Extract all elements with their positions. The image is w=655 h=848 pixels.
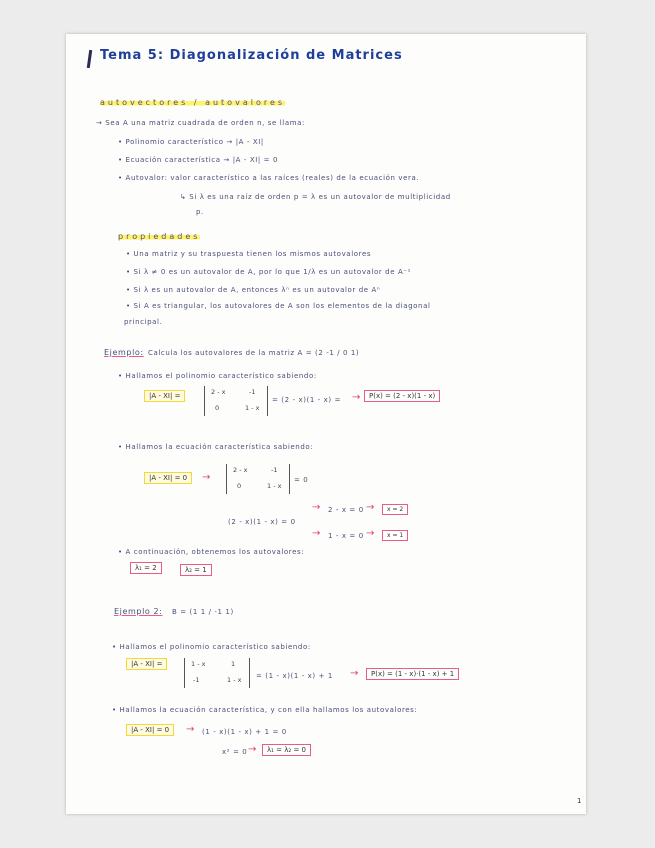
prop-4: • Si A es triangular, los autovalores de A son los elementos de la diagonal bbox=[126, 302, 431, 310]
arrow-icon: → bbox=[366, 502, 375, 513]
arrow-icon: → bbox=[312, 502, 321, 513]
def-line-5: ↳ Si λ es una raíz de orden p = λ es un autovalor de multiplicidad bbox=[180, 193, 451, 201]
example1-step1: • Hallamos el polinomio característico sabiendo: bbox=[118, 372, 317, 380]
matrix-cell: 2 - x bbox=[233, 466, 248, 474]
prop-3: • Si λ es un autovalor de A, entonces λⁿ es un autovalor de Aⁿ bbox=[126, 286, 381, 294]
arrow-icon: → bbox=[366, 528, 375, 539]
matrix-cell: 2 - x bbox=[211, 388, 226, 396]
matrix-cell: 1 - x bbox=[227, 676, 242, 684]
matrix-cell: -1 bbox=[249, 388, 256, 396]
arrow-icon: → bbox=[248, 744, 257, 755]
arrow-icon: → bbox=[186, 724, 195, 735]
example1-eq1: = (2 - x)(1 - x) = bbox=[272, 396, 342, 404]
page-number: 1 bbox=[577, 797, 582, 805]
example2-box2: |A - XI| = 0 bbox=[126, 724, 174, 736]
matrix-cell: 1 bbox=[231, 660, 236, 668]
section-propiedades: propiedades bbox=[118, 232, 201, 241]
example1-heading: Ejemplo: bbox=[104, 348, 144, 357]
example2-step1: • Hallamos el polinomio característico sabiendo: bbox=[112, 643, 311, 651]
example2-result1: P(x) = (1 - x)·(1 - x) + 1 bbox=[366, 668, 459, 680]
prop-4b: principal. bbox=[124, 318, 163, 326]
example1-step2: • Hallamos la ecuación característica sabiendo: bbox=[118, 443, 314, 451]
example1-box2: |A - XI| = 0 bbox=[144, 472, 192, 484]
arrow-icon: → bbox=[312, 528, 321, 539]
arrow-icon: → bbox=[350, 668, 359, 679]
example2-text: B = (1 1 / -1 1) bbox=[172, 608, 234, 616]
def-line-2: • Polinomio característico → |A - XI| bbox=[118, 138, 264, 146]
example1-root2-result: x = 1 bbox=[382, 530, 408, 541]
notebook-page bbox=[66, 34, 586, 814]
def-line-5b: p. bbox=[196, 208, 204, 216]
arrow-icon: → bbox=[202, 472, 211, 483]
example1-lambda2: λ₂ = 1 bbox=[180, 564, 212, 576]
def-line-4: • Autovalor: valor característico a las raíces (reales) de la ecuación vera. bbox=[118, 174, 420, 182]
example1-step3: • A continuación, obtenemos los autovalores: bbox=[118, 548, 305, 556]
matrix-cell: 0 bbox=[215, 404, 220, 412]
example1-box1: |A - XI| = bbox=[144, 390, 185, 402]
example1-root2: 1 - x = 0 bbox=[328, 532, 364, 540]
example1-result1: P(x) = (2 - x)(1 - x) bbox=[364, 390, 440, 402]
example2-matrix1 bbox=[184, 658, 250, 688]
example1-matrix2 bbox=[226, 464, 290, 494]
matrix-cell: 1 - x bbox=[245, 404, 260, 412]
example1-root1: 2 - x = 0 bbox=[328, 506, 364, 514]
example1-eq3: (2 - x)(1 - x) = 0 bbox=[228, 518, 296, 526]
def-line-1: → Sea A una matriz cuadrada de orden n, se llama: bbox=[96, 119, 306, 127]
def-line-3: • Ecuación característica → |A - XI| = 0 bbox=[118, 156, 279, 164]
matrix-cell: 0 bbox=[237, 482, 242, 490]
example2-eq3: x² = 0 bbox=[222, 748, 248, 756]
example2-step2: • Hallamos la ecuación característica, y con ella hallamos los autovalores: bbox=[112, 706, 418, 714]
matrix-cell: 1 - x bbox=[267, 482, 282, 490]
example1-root1-result: x = 2 bbox=[382, 504, 408, 515]
section-autovectores: autovectores / autovalores bbox=[100, 98, 286, 107]
example2-eq2: (1 - x)(1 - x) + 1 = 0 bbox=[202, 728, 287, 736]
example1-lambda1: λ₁ = 2 bbox=[130, 562, 162, 574]
page-title: Tema 5: Diagonalización de Matrices bbox=[100, 48, 403, 63]
arrow-icon: → bbox=[352, 392, 361, 403]
matrix-cell: -1 bbox=[193, 676, 200, 684]
example1-text: Calcula los autovalores de la matriz A = (2 -1 / 0 1) bbox=[148, 349, 360, 357]
matrix-cell: 1 - x bbox=[191, 660, 206, 668]
example2-heading: Ejemplo 2: bbox=[114, 607, 163, 616]
example2-result2: λ₁ = λ₂ = 0 bbox=[262, 744, 311, 756]
example1-matrix1 bbox=[204, 386, 268, 416]
example1-eq2: = 0 bbox=[294, 476, 309, 484]
example2-eq1: = (1 - x)(1 - x) + 1 bbox=[256, 672, 333, 680]
prop-2: • Si λ ≠ 0 es un autovalor de A, por lo que 1/λ es un autovalor de A⁻¹ bbox=[126, 268, 412, 276]
prop-1: • Una matriz y su traspuesta tienen los mismos autovalores bbox=[126, 250, 372, 258]
example2-box1: |A - XI| = bbox=[126, 658, 167, 670]
matrix-cell: -1 bbox=[271, 466, 278, 474]
